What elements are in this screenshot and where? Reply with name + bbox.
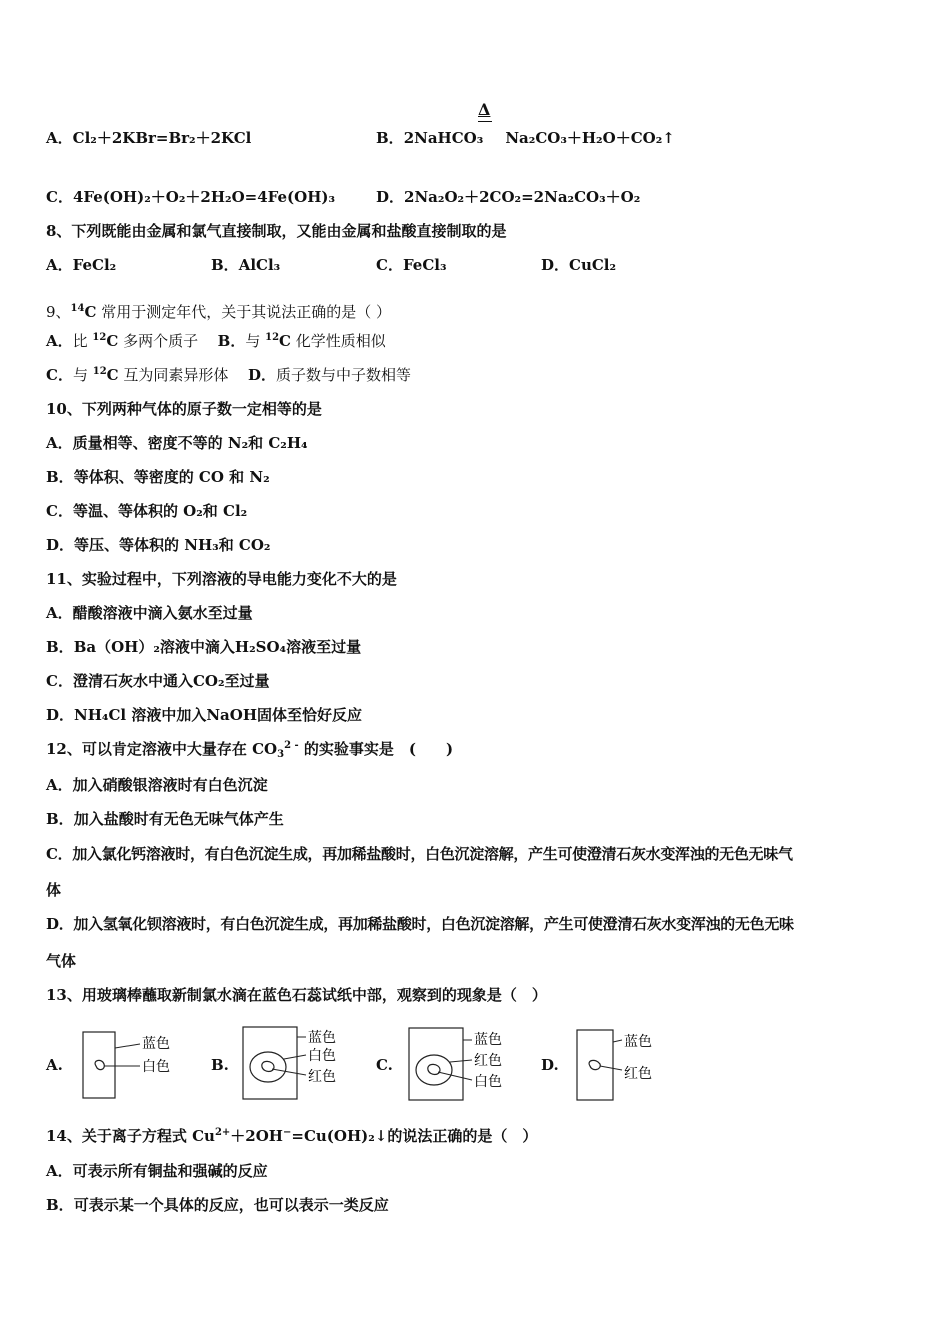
q10-option-b: B．等体积、等密度的 CO 和 N₂ xyxy=(46,468,270,486)
q12-option-c-line2: 体 xyxy=(46,881,62,899)
q7-option-d: D．2Na₂O₂＋2CO₂=2Na₂CO₃＋O₂ xyxy=(376,188,641,206)
q11-option-d: D．NH₄Cl 溶液中加入NaOH固体至恰好反应 xyxy=(46,706,362,724)
q13-option-b-letter: B. xyxy=(211,1056,229,1074)
q13-c-label-blue: 蓝色 xyxy=(474,1032,502,1048)
q9-options-cd: C．与 $^{12}$C 互为同素异形体 D．质子数与中子数相等 xyxy=(46,366,411,384)
q13-figure-b xyxy=(240,1025,350,1101)
q13-b-label-blue: 蓝色 xyxy=(308,1030,336,1046)
q10-option-a: A．质量相等、密度不等的 N₂和 C₂H₄ xyxy=(46,434,308,452)
q13-option-d-letter: D. xyxy=(541,1056,559,1074)
q13-c-label-white: 白色 xyxy=(474,1074,502,1090)
q8-option-d: D．CuCl₂ xyxy=(541,256,617,274)
q11-stem: 11、实验过程中，下列溶液的导电能力变化不大的是 xyxy=(46,570,397,588)
q11-option-c: C．澄清石灰水中通入CO₂至过量 xyxy=(46,672,270,690)
q11-option-b: B．Ba（OH）₂溶液中滴入H₂SO₄溶液至过量 xyxy=(46,638,362,656)
q13-a-label-white: 白色 xyxy=(142,1059,170,1075)
q7-option-a: A．Cl₂＋2KBr=Br₂＋2KCl xyxy=(46,129,252,147)
q14-option-b: B．可表示某一个具体的反应，也可以表示一类反应 xyxy=(46,1196,389,1214)
q8-option-a: A．FeCl₂ xyxy=(46,256,117,274)
q13-figure-a xyxy=(80,1030,180,1102)
q13-option-c-letter: C. xyxy=(376,1056,393,1074)
q13-d-label-red: 红色 xyxy=(624,1066,652,1082)
q13-b-label-white: 白色 xyxy=(308,1048,336,1064)
q8-option-b: B．AlCl₃ xyxy=(211,256,281,274)
q13-c-label-red: 红色 xyxy=(474,1053,502,1069)
q7-equals-bar xyxy=(478,121,492,122)
q7-option-b: B．2NaHCO₃ Na₂CO₃＋H₂O＋CO₂↑ xyxy=(376,129,675,147)
q13-b-label-red: 红色 xyxy=(308,1069,336,1085)
q12-option-c-line1: C．加入氯化钙溶液时，有白色沉淀生成，再加稀盐酸时，白色沉淀溶解，产生可使澄清石灰水变浑浊的无色无味气 xyxy=(46,845,793,863)
q14-stem: 14、关于离子方程式 $Cu^{2+}+2OH^-=Cu(OH)_2↓$的说法正确的是（ ） xyxy=(46,1127,538,1145)
q13-d-label-blue: 蓝色 xyxy=(624,1034,652,1050)
q13-figure-c xyxy=(406,1026,516,1102)
q12-stem: 12、可以肯定溶液中大量存在 $CO_3^{2 -}$ 的实验事实是 ( ) xyxy=(46,740,454,760)
q13-stem: 13、用玻璃棒蘸取新制氯水滴在蓝色石蕊试纸中部，观察到的现象是（ ） xyxy=(46,986,547,1004)
q10-stem: 10、下列两种气体的原子数一定相等的是 xyxy=(46,400,322,418)
q9-options-ab: A．比 $^{12}$C 多两个质子 B．与 $^{12}$C 化学性质相似 xyxy=(46,332,386,350)
q10-option-c: C．等温、等体积的 O₂和 Cl₂ xyxy=(46,502,248,520)
q8-stem: 8、下列既能由金属和氯气直接制取，又能由金属和盐酸直接制取的是 xyxy=(46,222,507,240)
q13-figure-d xyxy=(574,1028,674,1102)
q8-option-c: C．FeCl₃ xyxy=(376,256,447,274)
q9-stem: 9、$^{14}$C 常用于测定年代，关于其说法正确的是（ ） xyxy=(46,303,391,321)
q7-option-c: C．4Fe(OH)₂＋O₂＋2H₂O=4Fe(OH)₃ xyxy=(46,188,336,206)
q12-option-a: A．加入硝酸银溶液时有白色沉淀 xyxy=(46,776,268,794)
q14-option-a: A．可表示所有铜盐和强碱的反应 xyxy=(46,1162,268,1180)
q12-option-d-line1: D．加入氢氧化钡溶液时，有白色沉淀生成，再加稀盐酸时，白色沉淀溶解，产生可使澄清石灰水变浑浊的无色无味 xyxy=(46,915,794,933)
q12-option-b: B．加入盐酸时有无色无味气体产生 xyxy=(46,810,284,828)
q10-option-d: D．等压、等体积的 NH₃和 CO₂ xyxy=(46,536,271,554)
q7-heat-symbol: Δ xyxy=(478,100,491,119)
q12-option-d-line2: 气体 xyxy=(46,952,77,970)
q13-option-a-letter: A. xyxy=(46,1056,63,1074)
q13-a-label-blue: 蓝色 xyxy=(142,1036,170,1052)
q11-option-a: A．醋酸溶液中滴入氨水至过量 xyxy=(46,604,253,622)
